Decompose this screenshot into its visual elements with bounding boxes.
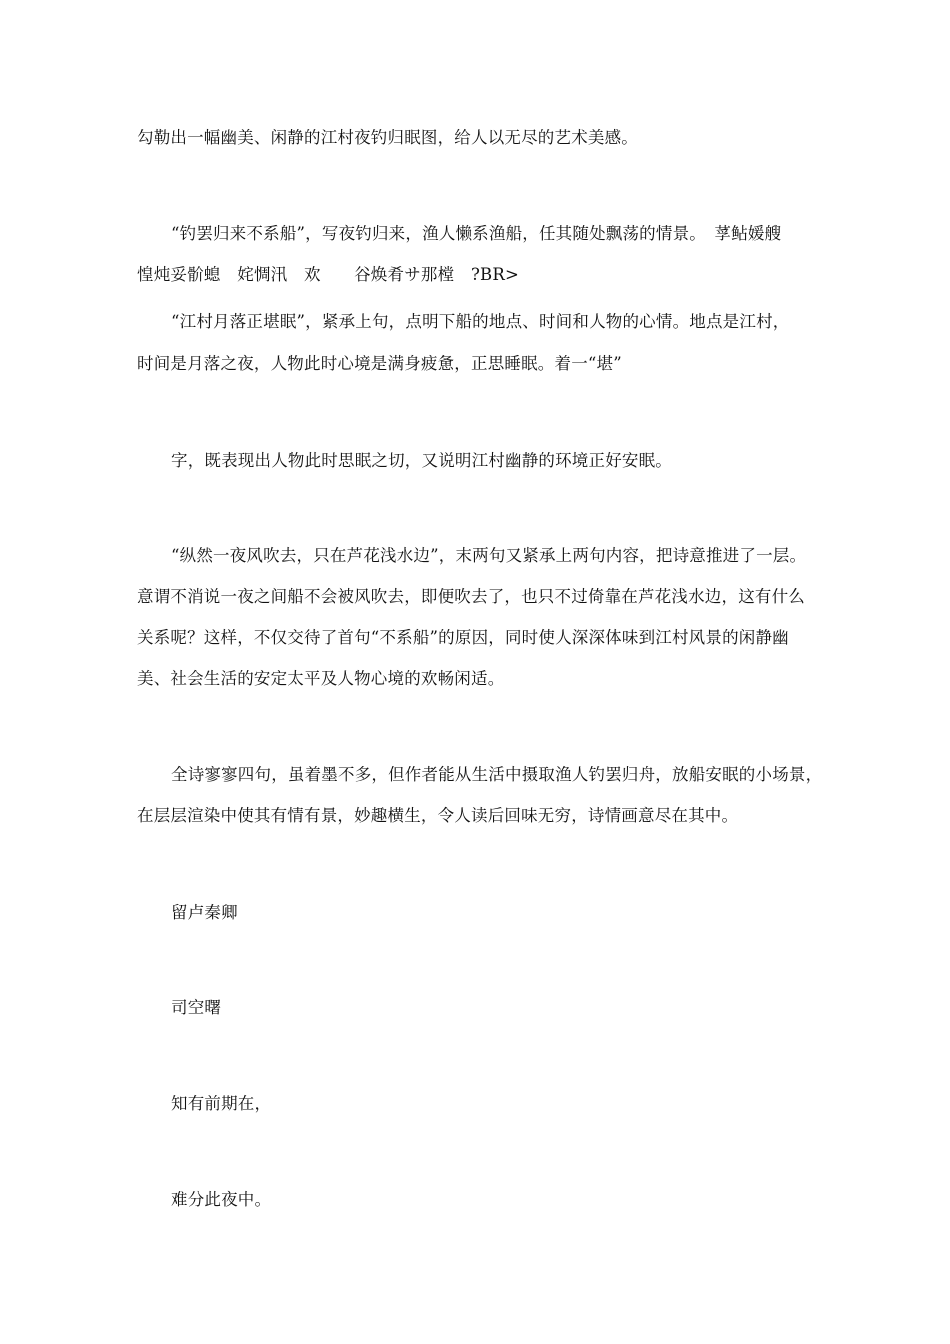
poem-title: 留卢秦卿 bbox=[171, 903, 238, 922]
text-line: 关系呢？这样，不仅交待了首句“不系船”的原因，同时使人深深体味到江村风景的闲静幽 bbox=[137, 628, 789, 647]
text-line: 字，既表现出人物此时思眠之切，又说明江村幽静的环境正好安眠。 bbox=[171, 451, 672, 470]
text-line: 在层层渲染中使其有情有景，妙趣横生，令人读后回味无穷，诗情画意尽在其中。 bbox=[137, 806, 739, 825]
poem-author: 司空曙 bbox=[171, 998, 222, 1017]
text-line: 惶炖妥骱螅 姹惆汛 欢 谷焕肴サ那樘 ?BR> bbox=[137, 265, 520, 284]
text-line: 美、社会生活的安定太平及人物心境的欢畅闲适。 bbox=[137, 669, 505, 688]
text-line: 全诗寥寥四句，虽着墨不多，但作者能从生活中摄取渔人钓罢归舟，放船安眠的小场景， bbox=[171, 765, 823, 784]
text-line: “钓罢归来不系船”，写夜钓归来，渔人懒系渔船，任其随处飘荡的情景。 莩鲇媛艘 bbox=[171, 224, 782, 243]
text-line: “江村月落正堪眠”，紧承上句，点明下船的地点、时间和人物的心情。地点是江村， bbox=[171, 312, 790, 331]
text-line: 时间是月落之夜，人物此时心境是满身疲惫，正思睡眠。着一“堪” bbox=[137, 354, 622, 373]
text-line: “纵然一夜风吹去，只在芦花浅水边”，末两句又紧承上两句内容，把诗意推进了一层。 bbox=[171, 546, 807, 565]
text-line: 意谓不消说一夜之间船不会被风吹去，即便吹去了，也只不过倚靠在芦花浅水边，这有什么 bbox=[137, 587, 805, 606]
text-line: 勾勒出一幅幽美、闲静的江村夜钓归眠图，给人以无尽的艺术美感。 bbox=[137, 128, 638, 147]
poem-line: 难分此夜中。 bbox=[171, 1190, 272, 1209]
poem-line: 知有前期在， bbox=[171, 1094, 272, 1113]
